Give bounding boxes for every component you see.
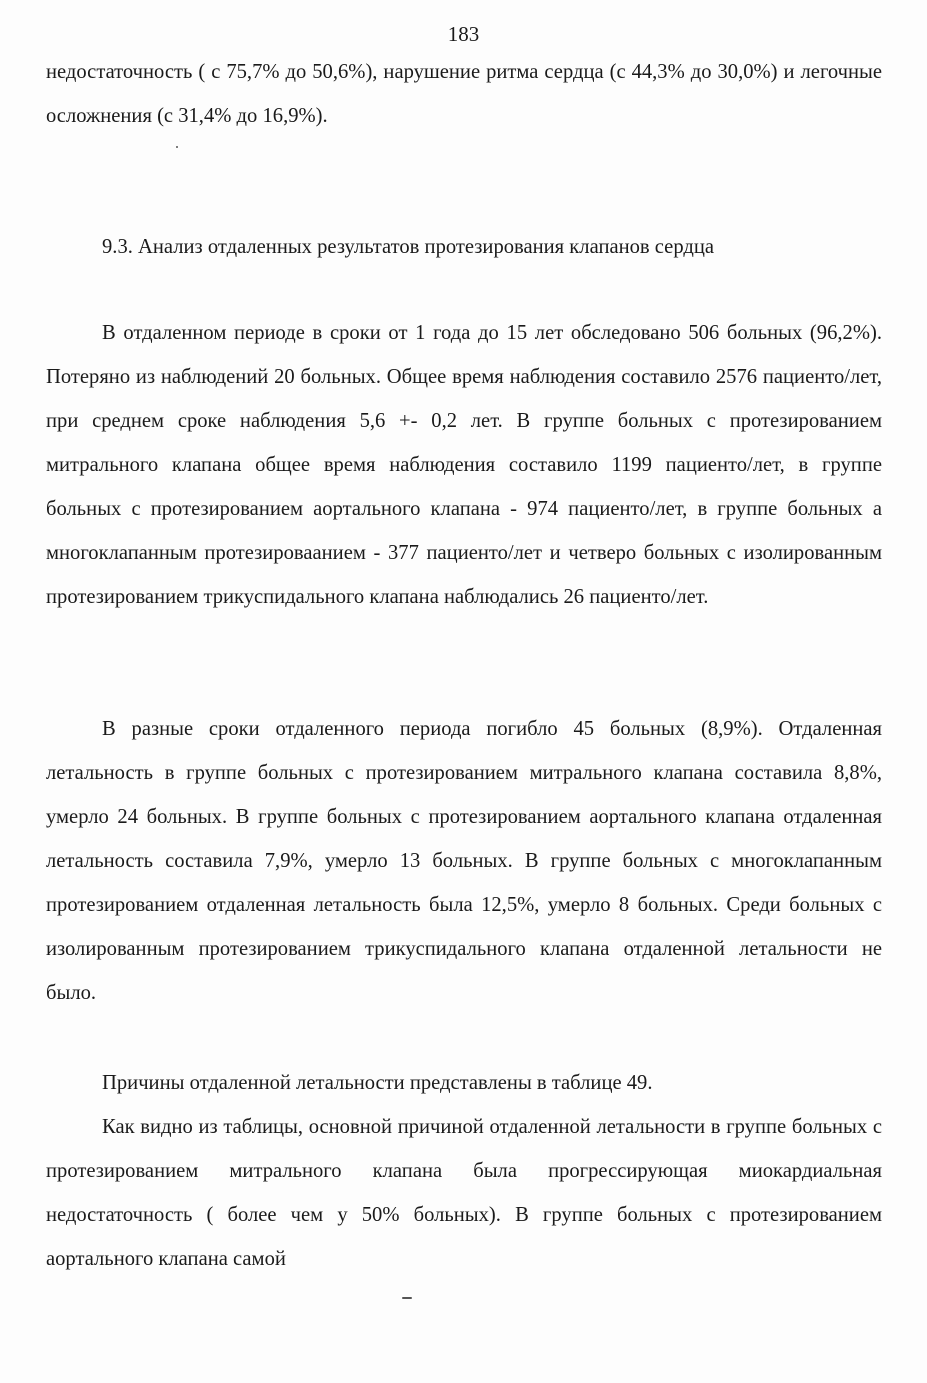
paragraph-text: В разные сроки отдаленного периода погибло 45 больных (8,9%). Отдаленная летальность в группе больных с протезированием митрального клапана составила 8,8%, умерло 24 больных. В группе больных с протезированием аортального клапана отдаленная летальность составила 7,9%, умерло 13 больных. В группе больных с многоклапанным протезированием отдаленная летальность была 12,5%, умерло 8 больных. Среди больных с изолированным протезированием трикуспидального клапана отдаленной летальности не было. bbox=[46, 718, 882, 1004]
paragraph-causes bbox=[46, 1105, 882, 1281]
paragraph-mortality bbox=[46, 707, 882, 1015]
intro-text: недостаточность ( с 75,7% до 50,6%), нарушение ритма сердца (с 44,3% до 30,0%) и легочные осложнения (с 31,4% до 16,9%). bbox=[46, 61, 882, 127]
scan-speck bbox=[402, 1297, 412, 1299]
paragraph-text: В отдаленном периоде в сроки от 1 года до 15 лет обследовано 506 больных (96,2%). Потеряно из наблюдений 20 больных. Общее время наблюдения составило 2576 пациенто/лет, при среднем сроке наблюдения 5,6 +- 0,2 лет. В группе больных с протезированием митрального клапана общее время наблюдения составило 1199 пациенто/лет, в группе больных с протезированием аортального клапана - 974 пациенто/лет, в группе больных а многоклапанным протезироваанием - 377 пациенто/лет и четверо больных с изолированным протезированием трикуспидального клапана наблюдались 26 пациенто/лет. bbox=[46, 322, 882, 608]
intro-paragraph bbox=[46, 50, 882, 138]
paragraph-follow-up bbox=[46, 311, 882, 619]
scan-speck bbox=[176, 146, 178, 148]
paragraph-text: Как видно из таблицы, основной причиной отдаленной летальности в группе больных с протезированием митрального клапана была прогрессирующая миокардиальная недостаточность ( более чем у 50% больных). В группе больных с протезированием аортального клапана самой bbox=[46, 1116, 882, 1270]
paragraph-table-reference bbox=[46, 1061, 882, 1105]
section-heading: 9.3. Анализ отдаленных результатов протезирования клапанов сердца bbox=[102, 236, 714, 258]
paragraph-text: Причины отдаленной летальности представлены в таблице 49. bbox=[102, 1072, 653, 1094]
page-number: 183 bbox=[447, 22, 480, 46]
